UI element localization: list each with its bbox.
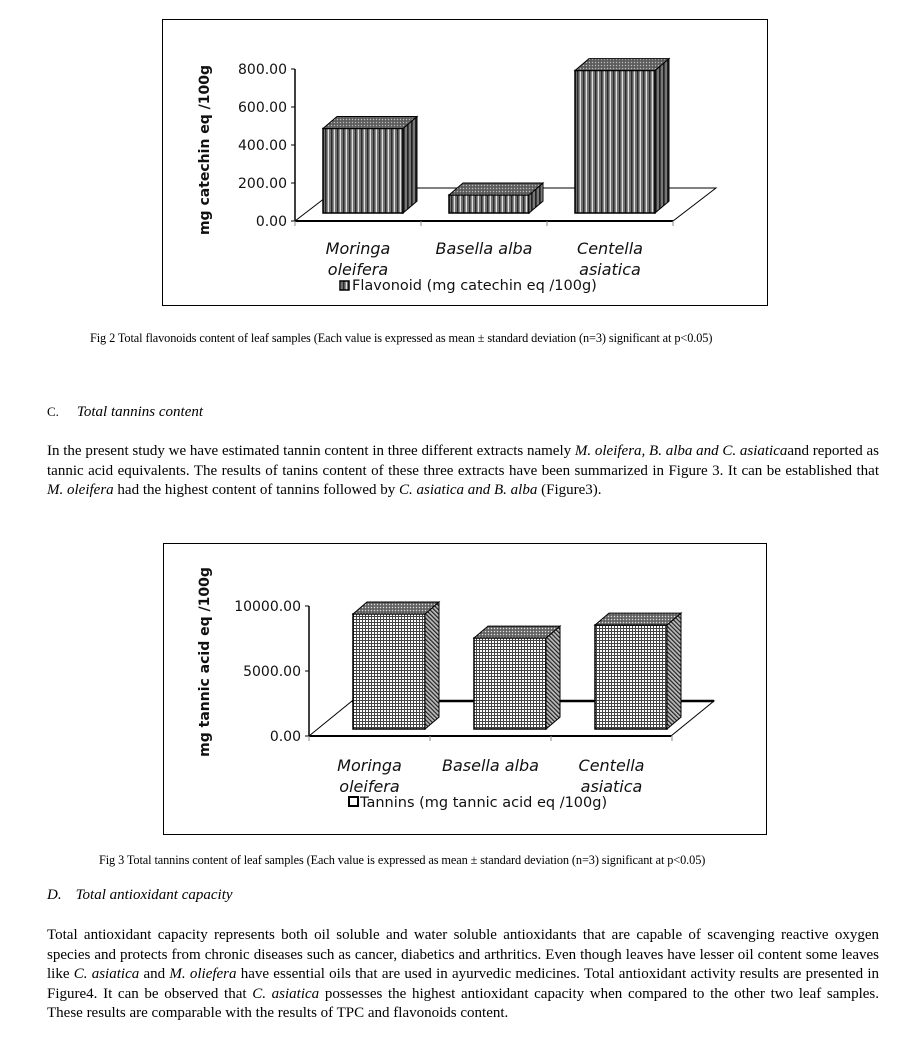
x-axis-categories [337,756,644,796]
section-d-paragraph: Total antioxidant capacity represents both oil soluble and water soluble antioxidants that are capable of scavenging reactive oxygen species and protects from chronic diseases such as cancer, diabetics and arthritics. Even though leaves have lesser oil content some leaves like C. asiatica and M. oliefera have essential oils that are used in ayurvedic medicines. Total antioxidant activity results are presented in Figure4. It can be observed that C. asiatica possesses the highest antioxidant capacity when compared to the other two leaf samples. These results are comparable with the results of TPC and flavonoids content. [47,927,879,1021]
legend-label: Tannins (mg tannic acid eq /100g) [360,795,608,811]
y-axis-label: mg catechin eq /100g [197,64,213,236]
x-axis-categories [326,239,643,279]
bar-basella-alba [474,626,560,729]
bar-moringa-oleifera [323,117,417,213]
x-category-label: asiatica [580,777,643,796]
italic-species-name: C. asiatica and B. alba [399,482,538,498]
section-c-title: Total tannins content [76,404,204,420]
section-d-title: Total antioxidant capacity [75,887,233,903]
section-d-number: D. [47,887,62,903]
section-c-number: C. [47,404,59,419]
legend-label: Flavonoid (mg catechin eq /100g) [352,278,597,294]
section-c-heading [47,404,203,421]
y-tick-label: 200.00 [238,176,287,192]
section-d-heading [47,887,233,904]
x-category-label: oleifera [339,777,400,796]
bar-moringa-oleifera [353,602,439,729]
legend-swatch-tannins-icon [349,797,358,806]
y-tick-label: 10000.00 [234,599,301,615]
italic-species-name: M. oleifera [47,482,114,498]
x-category-label: oleifera [327,260,389,279]
y-tick-label: 0.00 [255,214,287,230]
y-axis-label: mg tannic acid eq /100g [197,567,213,757]
flavonoid-bars [323,59,669,213]
y-tick-label: 5000.00 [243,664,301,680]
italic-species-name: C. asiatica [73,966,140,982]
flavonoid-bar-chart-svg [163,20,766,304]
y-axis-ticks [234,599,309,745]
chart-legend [340,278,597,294]
italic-species-name: C. asiatica [252,985,320,1002]
y-tick-label: 0.00 [269,729,301,745]
italic-species-name: M. oliefera [169,966,237,982]
x-category-label: asiatica [579,260,641,279]
tannins-bar-chart-svg [164,544,765,833]
figure-2-caption: Fig 2 Total flavonoids content of leaf samples (Each value is expressed as mean ± standard deviation (n=3) significant at p<0.05) [90,331,713,345]
section-c-paragraph: In the present study we have estimated tannin content in three different extracts namely M. oleifera, B. alba and C. asiaticaand reported as tannic acid equivalents. The results of tanins content of these three extracts have been summarized in Figure 3. It can be established that M. oleifera had the highest content of tannins followed by C. asiatica and B. alba (Figure3). [47,443,879,498]
y-tick-label: 600.00 [238,100,287,116]
figure-2-chart [162,19,768,306]
legend-swatch-flavonoid-icon [340,281,349,290]
chart-legend [349,795,607,811]
figure-3-chart [163,543,767,835]
tannin-bars [353,602,681,729]
y-tick-label: 800.00 [238,62,287,78]
bar-centella-asiatica [595,613,681,729]
bar-basella-alba [449,183,543,213]
x-category-label: Basella alba [435,239,533,258]
y-axis-ticks [238,62,295,230]
x-category-label: Centella [578,756,645,775]
x-category-label: Moringa [325,239,391,258]
x-category-label: Basella alba [442,756,539,775]
italic-species-name: M. oleifera, B. alba and C. asiatica [574,443,788,459]
bar-centella-asiatica [575,59,669,213]
x-category-label: Centella [577,239,643,258]
figure-3-caption: Fig 3 Total tannins content of leaf samples (Each value is expressed as mean ± standard deviation (n=3) significant at p<0.05) [99,853,706,867]
y-tick-label: 400.00 [238,138,287,154]
x-category-label: Moringa [337,756,402,775]
